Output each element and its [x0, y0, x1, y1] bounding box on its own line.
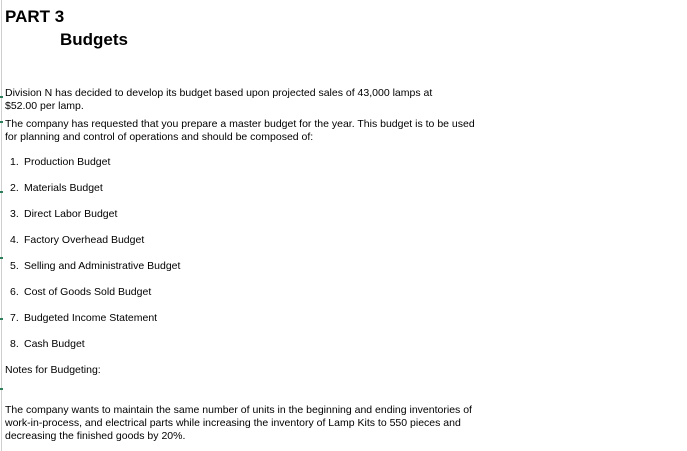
- list-item: [10, 182, 103, 195]
- list-item-label: Direct Labor Budget: [24, 208, 118, 220]
- list-item: [10, 286, 151, 299]
- intro-line-1: Division N has decided to develop its budget based upon projected sales of 43,000 lamps at: [5, 87, 433, 99]
- list-item-number: 4.: [10, 234, 19, 246]
- list-item-number: 3.: [10, 208, 19, 220]
- list-item-label: Factory Overhead Budget: [24, 234, 145, 246]
- list-item: [10, 260, 180, 273]
- list-item-label: Materials Budget: [24, 182, 103, 194]
- row-marker: [0, 96, 3, 98]
- row-marker: [0, 191, 3, 193]
- row-marker: [0, 121, 3, 123]
- list-item-label: Production Budget: [24, 156, 111, 168]
- row-marker: [0, 388, 3, 390]
- list-item-label: Cash Budget: [24, 338, 85, 350]
- request-line-2: for planning and control of operations and should be composed of:: [5, 131, 314, 143]
- list-item: [10, 208, 117, 221]
- list-item: [10, 156, 110, 169]
- row-marker: [0, 257, 3, 259]
- notes-heading: Notes for Budgeting:: [5, 364, 101, 376]
- list-item: [10, 234, 144, 247]
- intro-line-2: $52.00 per lamp.: [5, 100, 84, 112]
- list-item-number: 5.: [10, 260, 19, 272]
- notes-line-1: The company wants to maintain the same number of units in the beginning and ending inventories of: [5, 404, 472, 416]
- part-title: PART 3: [5, 7, 65, 26]
- list-item-number: 8.: [10, 338, 19, 350]
- list-item: [10, 338, 85, 351]
- list-item-label: Cost of Goods Sold Budget: [24, 286, 152, 298]
- row-marker: [0, 318, 3, 320]
- list-item-number: 2.: [10, 182, 19, 194]
- left-border: [1, 0, 2, 451]
- list-item-label: Selling and Administrative Budget: [24, 260, 181, 272]
- request-line-1: The company has requested that you prepare a master budget for the year. This budget is to be used: [5, 118, 475, 130]
- list-item-label: Budgeted Income Statement: [24, 312, 158, 324]
- list-item-number: 7.: [10, 312, 19, 324]
- notes-line-2: work-in-process, and electrical parts while increasing the inventory of Lamp Kits to 550 pieces and: [5, 417, 461, 429]
- page-title: Budgets: [60, 30, 128, 49]
- list-item-number: 6.: [10, 286, 19, 298]
- list-item: [10, 312, 157, 325]
- notes-line-3: decreasing the finished goods by 20%.: [5, 430, 186, 442]
- list-item-number: 1.: [10, 156, 19, 168]
